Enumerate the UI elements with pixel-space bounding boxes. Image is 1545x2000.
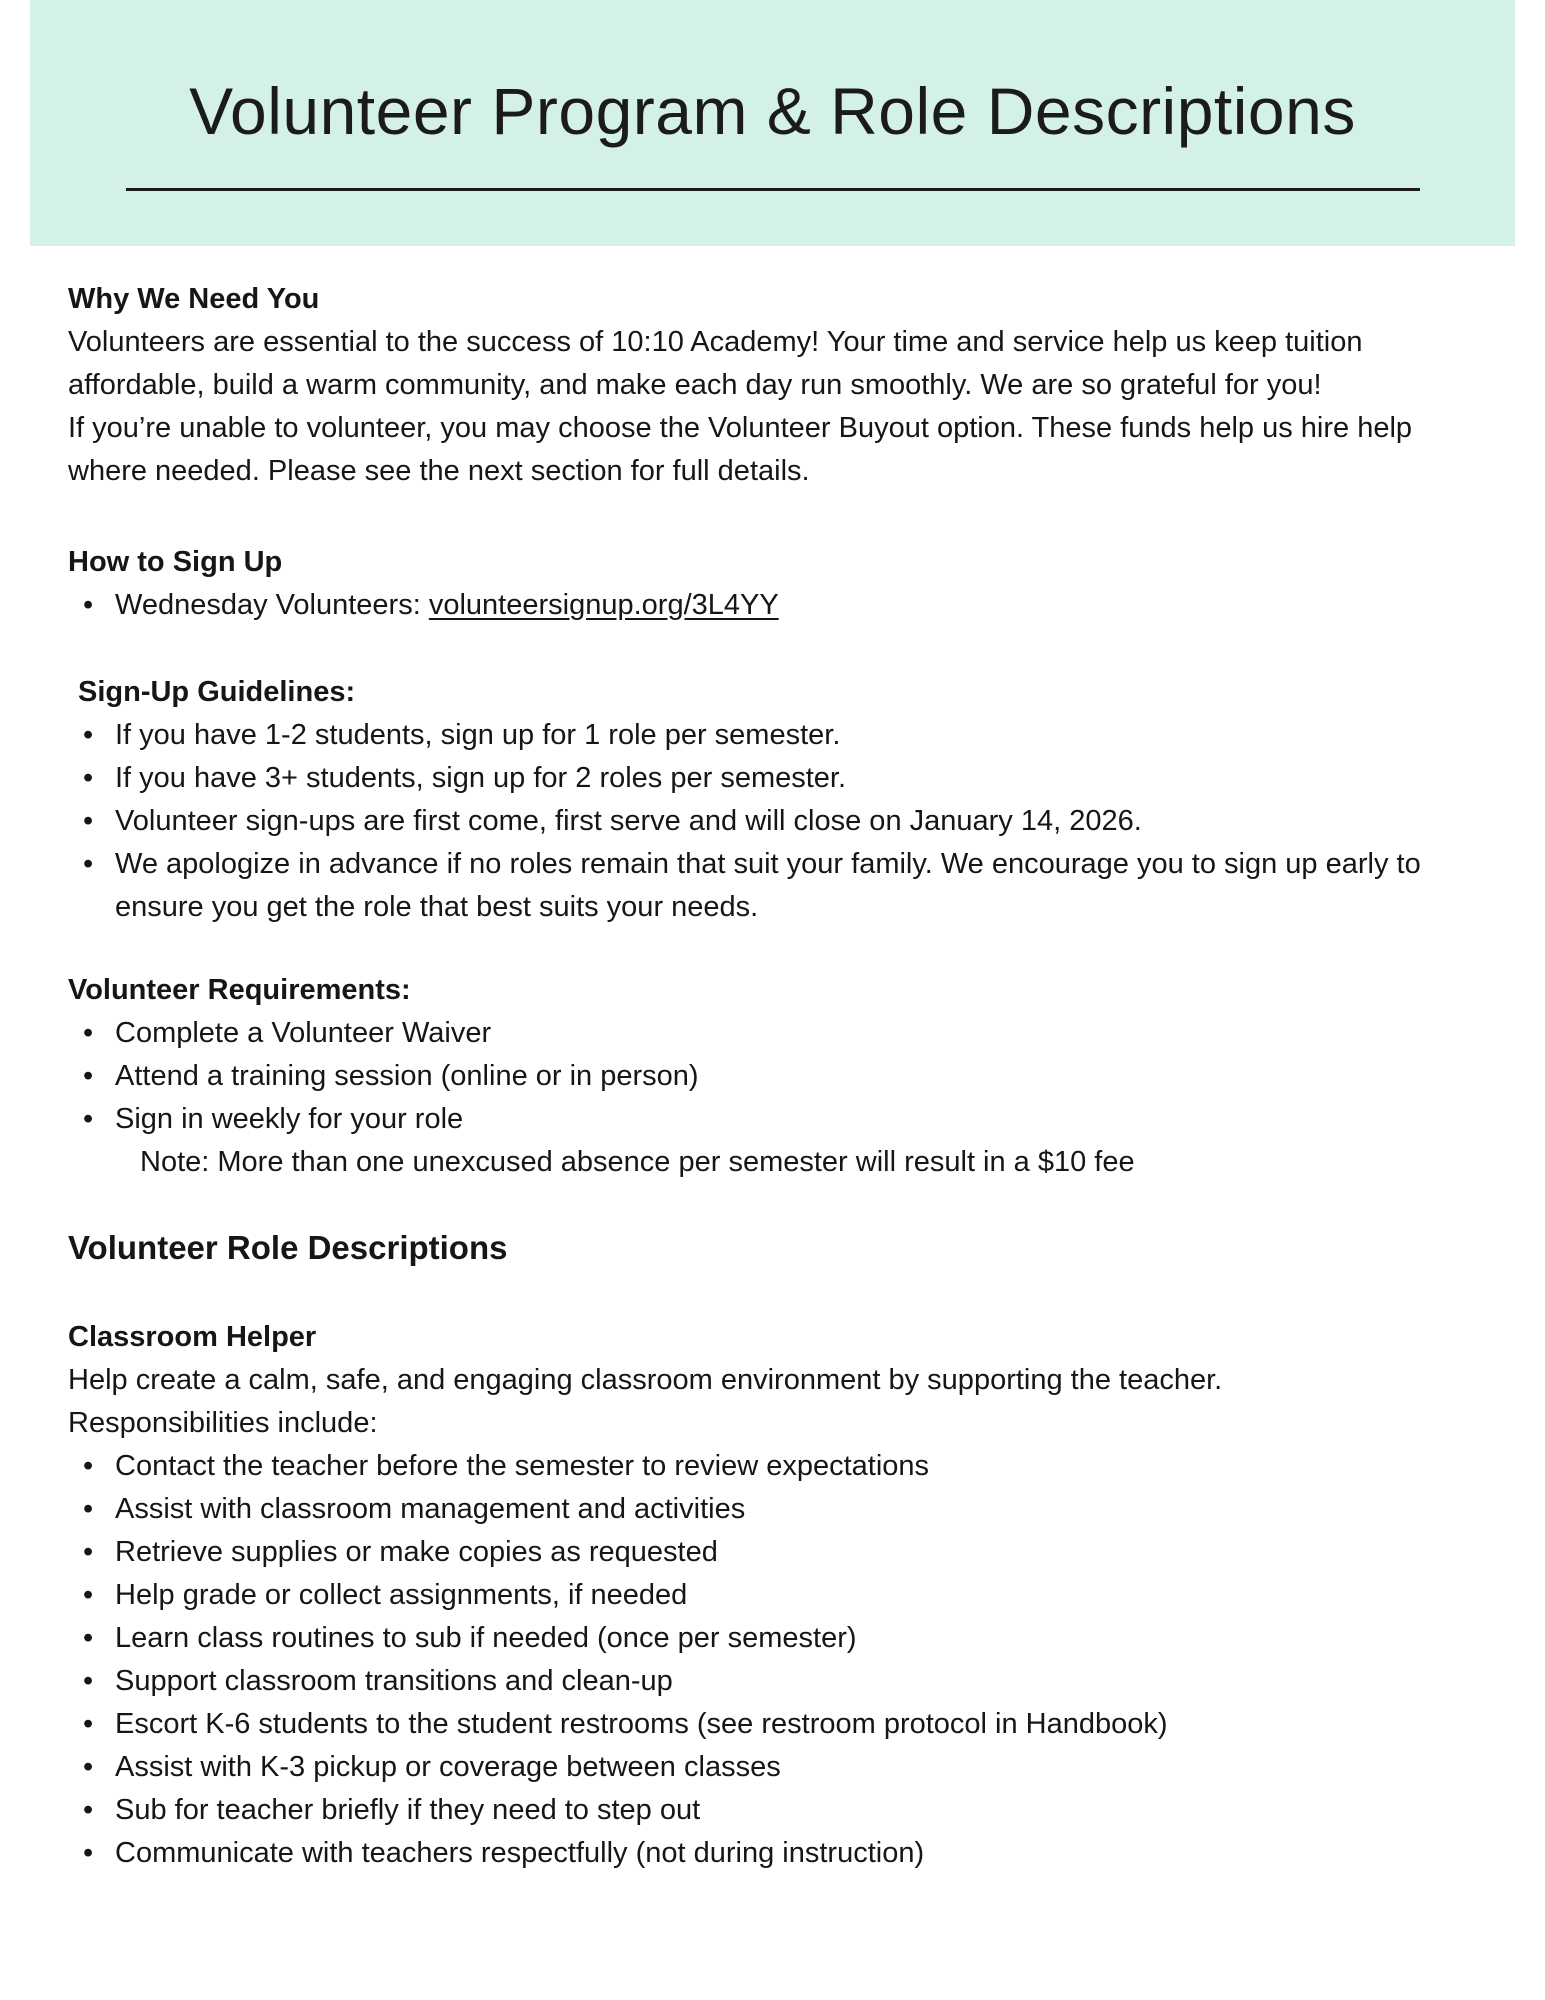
list-item: • We apologize in advance if no roles remain that suit your family. We encourage you to sign up early to ensure you get the role that best suits your needs. (68, 843, 1490, 929)
list-item: • Sub for teacher briefly if they need to step out (68, 1789, 1490, 1832)
signup-link-prefix: Wednesday Volunteers: (115, 589, 429, 621)
list-item: • If you have 1-2 students, sign up for 1 role per semester. (68, 714, 1490, 757)
list-item: • Contact the teacher before the semester to review expectations (68, 1445, 1490, 1488)
section-heading-guidelines: Sign-Up Guidelines: (78, 676, 356, 708)
list-item: • Communicate with teachers respectfully (not during instruction) (68, 1832, 1490, 1875)
requirements-note: Note: More than one unexcused absence per semester will result in a $10 fee (140, 1146, 1135, 1178)
list-item: • Retrieve supplies or make copies as requested (68, 1531, 1490, 1574)
list-item: • Support classroom transitions and clean-up (68, 1660, 1490, 1703)
page-title: Volunteer Program & Role Descriptions (189, 74, 1356, 148)
list-item-wednesday-volunteers (68, 584, 1490, 627)
section-role-descriptions (68, 1224, 1490, 1272)
section-how-to-sign-up (68, 541, 1490, 627)
list-item: • Volunteer sign-ups are first come, first serve and will close on January 14, 2026. (68, 800, 1490, 843)
section-volunteer-requirements (68, 969, 1490, 1184)
section-heading-why: Why We Need You (68, 283, 320, 315)
title-divider (126, 188, 1420, 191)
section-classroom-helper (68, 1316, 1490, 1875)
signup-list (68, 584, 1490, 627)
why-paragraph-1: Volunteers are essential to the success of 10:10 Academy! Your time and service help us keep tuition affordable, build a warm community, and make each day run smoothly. We are so grateful for you! (68, 326, 1363, 401)
section-signup-guidelines (68, 671, 1490, 929)
section-why-we-need-you (68, 278, 1490, 493)
list-item: • Learn class routines to sub if needed (once per semester) (68, 1617, 1490, 1660)
classroom-helper-intro-1: Help create a calm, safe, and engaging classroom environment by supporting the teacher. (68, 1364, 1223, 1396)
requirements-list (68, 1012, 1490, 1141)
section-heading-roles: Volunteer Role Descriptions (68, 1229, 508, 1266)
classroom-helper-list (68, 1445, 1490, 1875)
document-body (0, 246, 1545, 1875)
list-item: • Help grade or collect assignments, if needed (68, 1574, 1490, 1617)
list-item: • Assist with classroom management and activities (68, 1488, 1490, 1531)
list-item: • Escort K-6 students to the student restrooms (see restroom protocol in Handbook) (68, 1703, 1490, 1746)
signup-link[interactable]: volunteersignup.org/3L4YY (428, 589, 779, 621)
header-band (30, 0, 1515, 246)
section-heading-requirements: Volunteer Requirements: (68, 974, 411, 1006)
list-item: • Attend a training session (online or in person) (68, 1055, 1490, 1098)
section-heading-classroom-helper: Classroom Helper (68, 1321, 317, 1353)
list-item: • Sign in weekly for your role (68, 1098, 1490, 1141)
classroom-helper-intro-2: Responsibilities include: (68, 1407, 378, 1439)
guidelines-list (68, 714, 1490, 929)
list-item: • Assist with K-3 pickup or coverage between classes (68, 1746, 1490, 1789)
list-item: • If you have 3+ students, sign up for 2 roles per semester. (68, 757, 1490, 800)
section-heading-how: How to Sign Up (68, 546, 283, 578)
why-paragraph-2: If you’re unable to volunteer, you may choose the Volunteer Buyout option. These funds help us hire help where needed. Please see the next section for full details. (68, 412, 1413, 487)
list-item: • Complete a Volunteer Waiver (68, 1012, 1490, 1055)
